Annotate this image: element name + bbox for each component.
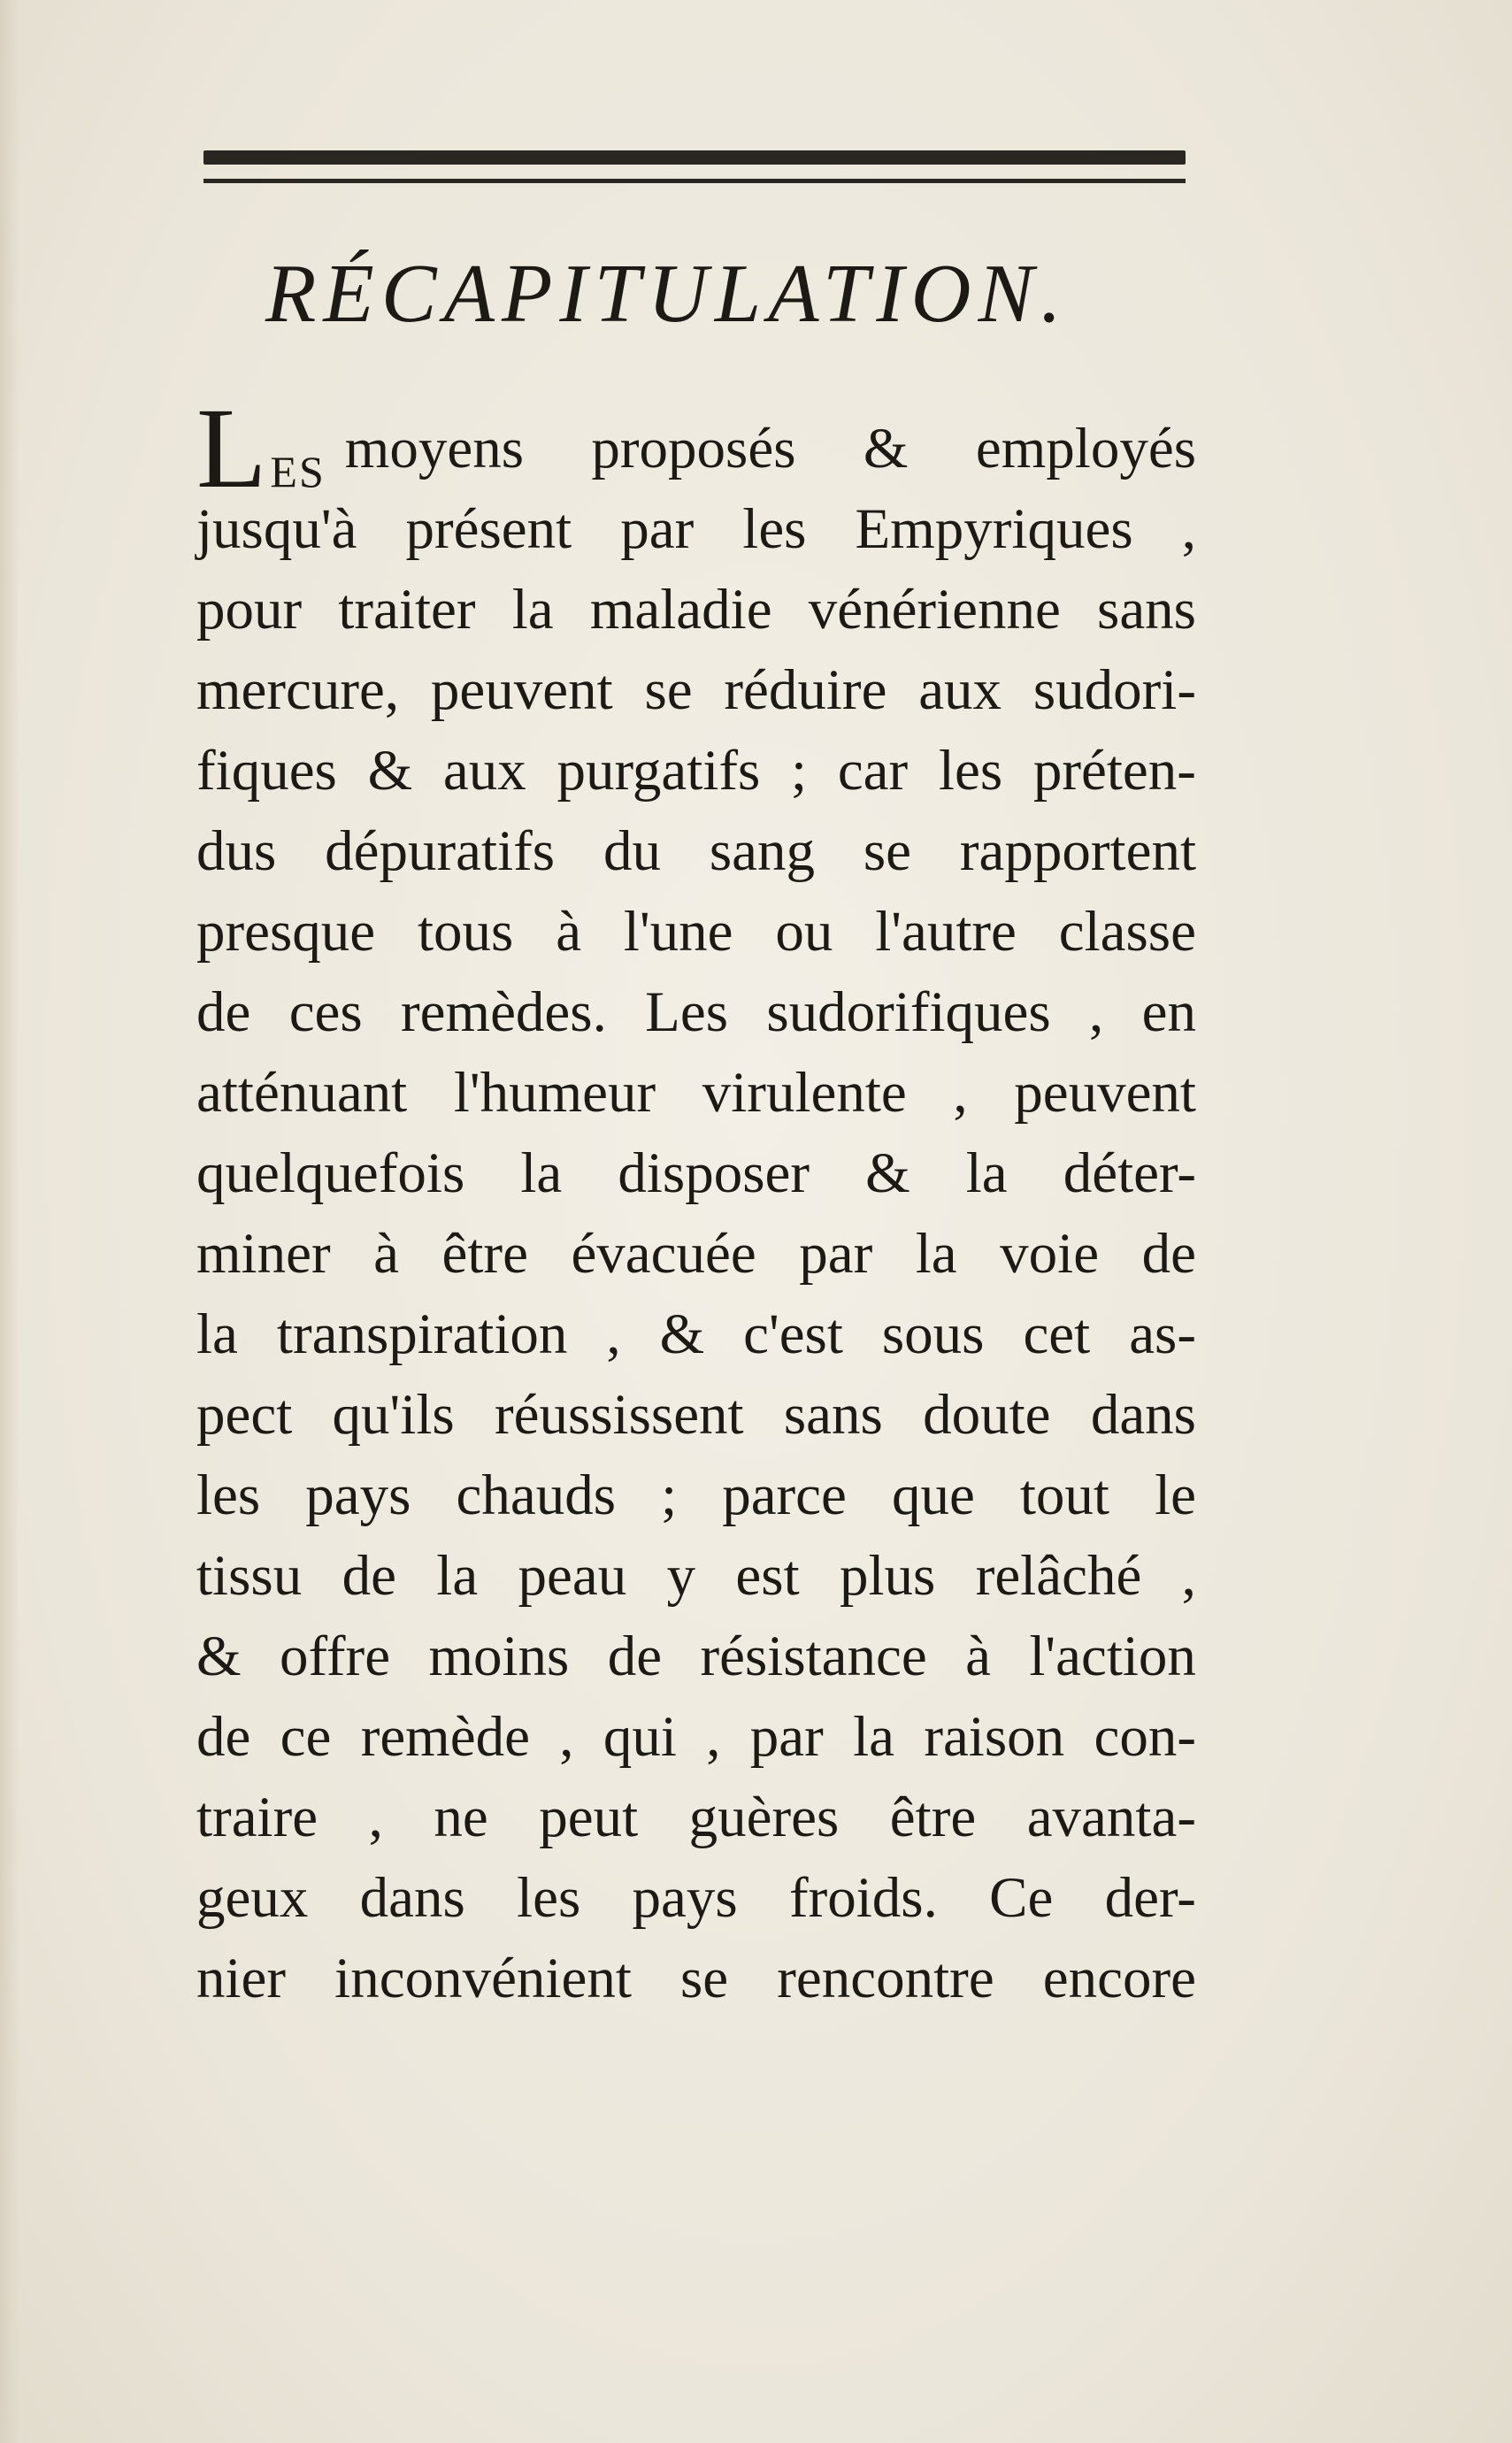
word: vénérienne [808,578,1061,641]
word: der- [1104,1866,1196,1930]
word: maladie [589,578,772,641]
text-line-20 [196,1939,1196,2019]
word: peuvent [1014,1061,1196,1125]
word: moins [428,1625,570,1688]
word: être [889,1786,977,1849]
word: , [953,1061,968,1125]
text-line-13 [196,1375,1196,1456]
word: la [511,578,554,641]
word: à [373,1222,399,1286]
word: , [606,1302,621,1366]
word: la [196,1302,238,1366]
word: tissu [196,1544,303,1608]
word: les [517,1866,581,1930]
word: l'humeur [453,1061,656,1125]
header-rule-thin [203,179,1186,183]
word: à [965,1625,991,1688]
word: ne [434,1786,488,1849]
word: par [620,497,695,561]
word: se [680,1947,729,2010]
line-text [196,1778,1196,1858]
word: aux [918,658,1002,722]
word: moyens [344,417,524,480]
word: pays [305,1463,411,1527]
word: fiques [196,739,337,803]
word: rapportent [959,819,1196,883]
word: pect [196,1383,293,1447]
line-text [196,1617,1196,1697]
word: ces [288,980,363,1044]
word: traiter [338,578,476,641]
word: par [749,1705,824,1769]
word: l'une [623,900,733,964]
page-edge-shadow [0,0,19,2443]
word: virulente [702,1061,907,1125]
line-text [196,1858,1196,1939]
word: quelquefois [196,1141,465,1205]
word: dans [1090,1383,1196,1447]
word: la [915,1222,957,1286]
word: la [853,1705,894,1769]
word: dus [196,819,277,883]
line-text [196,1939,1196,2019]
text-line-1 [196,385,1196,512]
text-line-18 [196,1778,1196,1858]
word: tout [1019,1463,1109,1527]
word: voie [1000,1222,1100,1286]
word: employés [975,417,1196,480]
word: résistance [700,1625,927,1688]
line-text [196,1456,1196,1536]
word: sudori- [1032,658,1196,722]
word: mercure, [196,658,400,722]
word: plus [839,1544,936,1608]
text-line-14 [196,1456,1196,1536]
word: cet [1023,1302,1091,1366]
word: est [735,1544,800,1608]
word: réussissent [494,1383,744,1447]
word: as- [1129,1302,1196,1366]
word: en [1141,980,1196,1044]
word: se [863,819,912,883]
word: traire [196,1786,319,1849]
word: dépuratifs [325,819,556,883]
header-rule-thick [203,150,1186,165]
word: inconvénient [334,1947,632,2010]
word: presque [196,900,376,964]
word: & [865,1141,910,1205]
opening-words [196,385,326,512]
word: sous [881,1302,985,1366]
word: sans [1097,578,1196,641]
word: réduire [724,658,887,722]
line-text [196,1375,1196,1456]
line-text [196,570,1196,650]
word: de [1141,1222,1196,1286]
word: à [556,900,582,964]
word: y [666,1544,696,1608]
word: remèdes. [401,980,607,1044]
text-line-7 [196,892,1196,972]
line-text [196,1536,1196,1617]
word: l'autre [875,900,1017,964]
word: disposer [618,1141,810,1205]
word: déter- [1063,1141,1196,1205]
word: remède [360,1705,530,1769]
word: Empyriques [855,497,1133,561]
word: ou [775,900,833,964]
word: peau [518,1544,627,1608]
text-line-9 [196,1053,1196,1133]
word: tous [418,900,514,964]
text-line-11 [196,1214,1196,1294]
line-text [196,1697,1196,1778]
small-caps-opening: ES [270,447,326,496]
word: les [196,1463,261,1527]
word: rencontre [777,1947,994,2010]
word: aux [442,739,526,803]
word: geux [196,1866,309,1930]
word: & [659,1302,705,1366]
line-text [196,731,1196,811]
word: pour [196,578,303,641]
word: la [520,1141,563,1205]
word: , [1181,1544,1196,1608]
word: avanta- [1026,1786,1196,1849]
word: de [342,1544,396,1608]
word: & [196,1625,242,1688]
word: doute [923,1383,1051,1447]
line-text [196,1214,1196,1294]
word: & [863,417,909,480]
word: du [602,819,661,883]
drop-cap: L [196,385,267,512]
word: de [196,980,251,1044]
text-line-12 [196,1294,1196,1375]
word: proposés [591,417,796,480]
text-line-16 [196,1617,1196,1697]
word: , [1089,980,1104,1044]
word: les [938,739,1003,803]
word: peut [539,1786,639,1849]
line-text [196,1133,1196,1214]
line-text [196,1294,1196,1375]
text-line-3 [196,570,1196,650]
word: l'action [1029,1625,1196,1688]
line-text [196,972,1196,1053]
text-line-6 [196,811,1196,892]
word: ce [280,1705,332,1769]
word: ; [791,739,808,803]
word: de [607,1625,663,1688]
word: la [965,1141,1008,1205]
word: raison [924,1705,1065,1769]
line-text [196,1053,1196,1133]
text-line-2 [196,489,1196,570]
word: offre [279,1625,391,1688]
word: les [742,497,807,561]
word: sudorifiques [766,980,1051,1044]
word: c'est [743,1302,843,1366]
word: sans [783,1383,883,1447]
word: évacuée [571,1222,756,1286]
word: & [367,739,413,803]
line-text [196,892,1196,972]
word: con- [1094,1705,1196,1769]
word: classe [1058,900,1196,964]
text-line-4 [196,650,1196,731]
text-line-10 [196,1133,1196,1214]
text-line-5 [196,731,1196,811]
word: ; [661,1463,678,1527]
word: encore [1042,1947,1196,2010]
text-line-17 [196,1697,1196,1778]
body-paragraph [196,385,1196,2019]
word: sang [709,819,815,883]
word: être [441,1222,528,1286]
word: dans [359,1866,465,1930]
word: atténuant [196,1061,408,1125]
word: chauds [456,1463,616,1527]
word: par [799,1222,873,1286]
word: présent [405,497,572,561]
word: peuvent [430,658,613,722]
text-line-8 [196,972,1196,1053]
line-text [196,489,1196,570]
word: qui [602,1705,677,1769]
word: Ce [989,1866,1054,1930]
word: , [368,1786,383,1849]
word: froids. [788,1866,938,1930]
text-line-19 [196,1858,1196,1939]
page-title: RÉCAPITULATION. [265,248,1069,340]
word: transpiration [276,1302,568,1366]
line-text [196,811,1196,892]
word: parce [722,1463,847,1527]
word: miner [196,1222,331,1286]
word: , [706,1705,721,1769]
word: le [1155,1463,1196,1527]
word: pays [632,1866,738,1930]
word: qu'ils [332,1383,455,1447]
word: purgatifs [556,739,761,803]
line-text [196,650,1196,731]
word: jusqu'à [196,497,357,561]
word: , [559,1705,574,1769]
word: car [837,739,909,803]
word: Les [645,980,729,1044]
word: relâché [975,1544,1142,1608]
line-text [345,409,1196,489]
word: que [891,1463,975,1527]
word: de [196,1705,251,1769]
text-line-15 [196,1536,1196,1617]
word: nier [196,1947,287,2010]
word: préten- [1032,739,1196,803]
word: se [644,658,693,722]
word: , [1181,497,1196,561]
word: guères [688,1786,840,1849]
word: la [436,1544,479,1608]
